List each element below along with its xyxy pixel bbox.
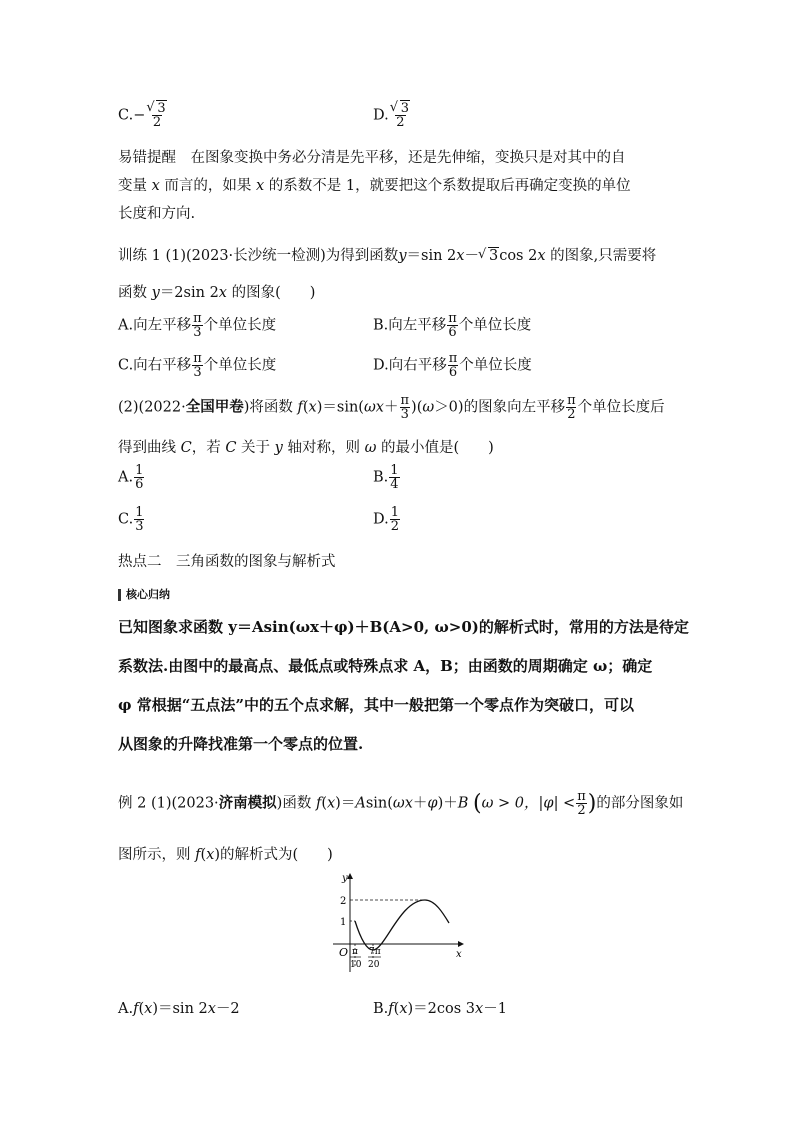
core-line-3: φ 常根据“五点法”中的五个点求解，其中一般把第一个零点作为突破口，可以 <box>118 696 635 714</box>
example-2-line-1: 例 2 (1)(2023·济南模拟)函数 f(x)＝Asin(ωx＋φ)＋B (ω > 0，|φ| < $\frac{\pi}{2}$ )的部分图象如 <box>118 789 684 818</box>
y-axis-label: y <box>342 873 348 884</box>
training-1-line-2: 函数 y＝2sin 2x 的图象( ) <box>118 285 316 301</box>
q2-option-d: D. $\frac{1}{2}$ <box>373 505 399 534</box>
core-line-4: 从图象的升降找准第一个零点的位置. <box>118 735 364 753</box>
q2-line-1: (2)(2022·全国甲卷)将函数 f(x)＝sin(ωx＋ $\frac{\pi}{3}$ )(ω＞0)的图象向左平移 $\frac{\pi}{2}$ 个单位长度后 <box>118 393 665 422</box>
x-tick-pi-10-num: π <box>352 947 358 957</box>
section-title: 热点二 三角函数的图象与解析式 <box>118 554 336 570</box>
prev-option-c: C.− √ $\frac{3}{2}$ <box>118 102 169 129</box>
tip-line-2: 变量 x 而言的，如果 x 的系数不是 1，就要把这个系数提取后再确定变换的单位 <box>118 178 631 194</box>
q2-line-2: 得到曲线 C，若 C 关于 y 轴对称，则 ω 的最小值是( ) <box>118 440 494 456</box>
x-tick-pi-10-den: 10 <box>350 960 362 970</box>
core-line-1: 已知图象求函数 y＝Asin(ωx＋φ)＋B(A>0, ω>0)的解析式时，常用的方法是待定 <box>118 618 689 636</box>
prev-option-d: D. √ $\frac{3}{2}$ <box>373 102 412 129</box>
origin-label: O <box>339 946 349 959</box>
training-option-d: D.向右平移 $\frac{\pi}{6}$ 个单位长度 <box>373 351 532 380</box>
y-tick-1: 1 <box>340 917 347 928</box>
core-line-2: 系数法.由图中的最高点、最低点或特殊点求 A，B；由函数的周期确定 ω；确定 <box>118 657 653 675</box>
example-option-a: A.f(x)＝sin 2x－2 <box>118 1001 240 1017</box>
tip-line-1: 易错提醒 在图象变换中务必分清是先平移，还是先伸缩，变换只是对其中的自 <box>118 150 626 166</box>
training-option-b: B.向左平移 $\frac{\pi}{6}$ 个单位长度 <box>373 311 532 340</box>
function-graph <box>325 868 470 976</box>
example-2-line-2: 图所示，则 f(x)的解析式为( ) <box>118 847 333 863</box>
x-tick-7pi-20-den: 20 <box>368 960 380 970</box>
example-option-b: B.f(x)＝2cos 3x－1 <box>373 1001 507 1017</box>
sine-curve <box>355 900 449 950</box>
core-summary-text <box>118 608 689 764</box>
x-tick-7pi-20-num: 7π <box>369 947 381 957</box>
error-tip <box>118 144 631 228</box>
y-tick-2: 2 <box>340 896 347 907</box>
core-summary-label: 核心归纳 <box>118 589 170 601</box>
x-axis-label: x <box>456 949 462 960</box>
training-1-line-1: 训练 1 (1)(2023·长沙统一检测)为得到函数y＝sin 2x－√ 3cos 2x 的图象,只需要将 <box>118 244 656 265</box>
training-option-c: C.向右平移 $\frac{\pi}{3}$ 个单位长度 <box>118 351 277 380</box>
q2-option-b: B. $\frac{1}{4}$ <box>373 463 399 492</box>
tip-line-3: 长度和方向. <box>118 206 196 222</box>
training-option-a: A.向左平移 $\frac{\pi}{3}$ 个单位长度 <box>118 311 277 340</box>
q2-option-a: A. $\frac{1}{6}$ <box>118 463 144 492</box>
q2-option-c: C. $\frac{1}{3}$ <box>118 505 144 534</box>
